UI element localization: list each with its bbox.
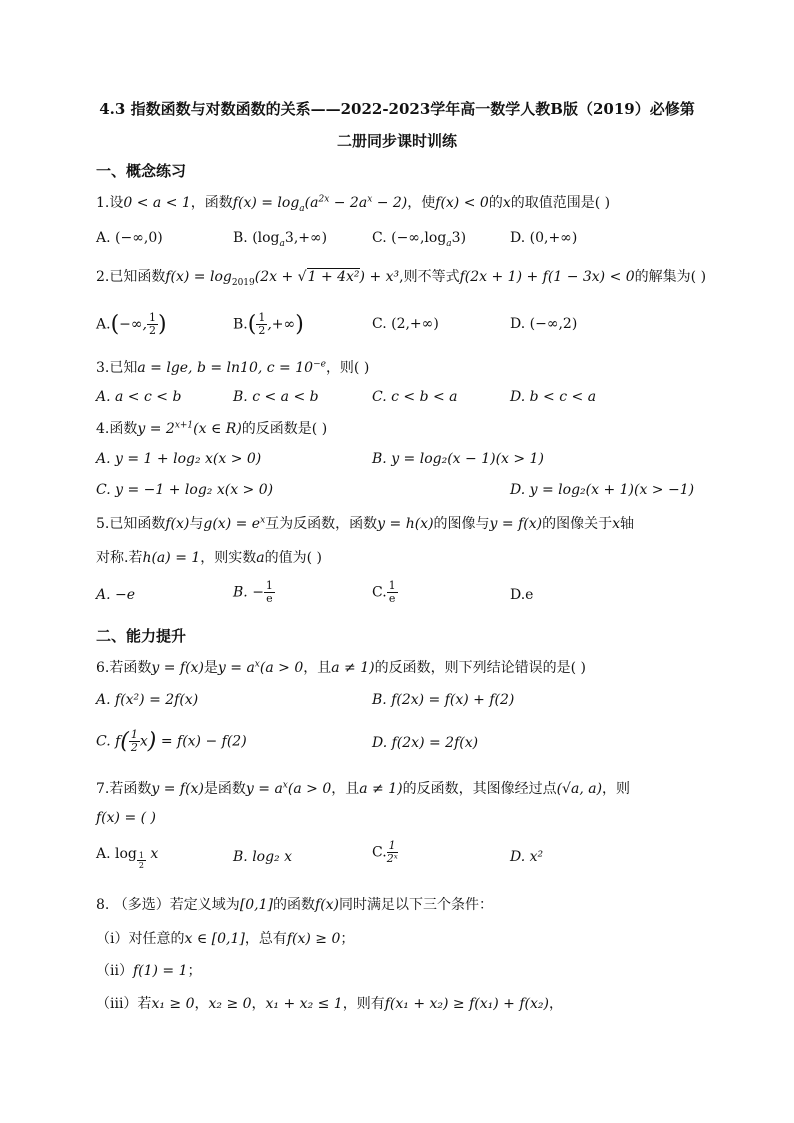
question-5-line-1 <box>96 513 634 533</box>
q8-text: ，则有 <box>342 996 385 1012</box>
q2-option-d: D. (−∞,2) <box>510 316 578 332</box>
q5-option-c-num: 1 <box>388 579 396 592</box>
q7-option-a-text: x <box>145 846 159 862</box>
q1-text: ，使 <box>407 195 436 211</box>
q3-option-c: C. c < b < a <box>372 389 458 405</box>
q7-option-d: D. x² <box>510 849 544 865</box>
q5-expression: y = h(x) <box>377 516 434 532</box>
q5-expression: f(x) <box>165 516 190 532</box>
q5-text: 互为反函数，函数 <box>265 516 378 532</box>
q8-text: ，总有 <box>244 931 287 947</box>
q3-exponent: −e <box>313 359 326 370</box>
q1-option-b-text: 3,+∞) <box>284 230 328 246</box>
q7-point: (√a, a) <box>556 781 603 797</box>
q6-option-a: A. f(x²) = 2f(x) <box>96 692 199 708</box>
q7-condition: a ≠ 1) <box>359 781 403 797</box>
q1-arg: (a <box>304 195 319 211</box>
q8-text: ， <box>251 996 266 1012</box>
q1-option-c <box>372 230 466 249</box>
q2-option-b-num: 1 <box>258 311 266 324</box>
q8-text: 8. （多选）若定义域为 <box>96 897 240 913</box>
q5-text: 5.已知函数 <box>96 516 166 532</box>
q6-option-c: C. f( $\frac{1}{2}$ x) = f(x) − f(2) <box>96 728 247 754</box>
question-6 <box>96 657 586 677</box>
page-title-line2: 二册同步课时训练 <box>336 132 457 150</box>
q5-text: 轴 <box>620 516 634 532</box>
q5-option-b-num: 1 <box>265 579 273 592</box>
q5-option-c <box>372 580 398 605</box>
q2-option-b-den: 2 <box>258 324 266 337</box>
q8-domain: [0,1] <box>239 897 274 913</box>
q2-arg: (2x + <box>254 269 298 285</box>
q5-expression: h(a) = 1 <box>142 550 201 566</box>
q6-option-d: D. f(2x) = 2f(x) <box>372 735 479 751</box>
question-2: 2.已知函数$f(x) = \log_{2019}(2x + √1 + 4x^2) + x^3$,则不等式f(2x + 1) + f(1 − 3x) < 0的解集为( ) <box>96 269 707 288</box>
q8-text: ； <box>187 963 202 979</box>
q7-text: ，则 <box>602 781 631 797</box>
q5-expression: g(x) = e <box>203 516 261 532</box>
q2-option-a: A.(−∞, $\frac{1}{2}$ ) <box>96 311 167 337</box>
q2-function: f(x) = log <box>165 269 232 285</box>
q1-function: f(x) = log <box>232 195 300 211</box>
q6-option-b: B. f(2x) = f(x) + f(2) <box>372 692 515 708</box>
question-1 <box>96 192 610 214</box>
q7-option-c <box>372 840 398 865</box>
q3-option-a: A. a < c < b <box>96 389 182 405</box>
question-8-line-1 <box>96 894 493 914</box>
q8-text: ， <box>194 996 209 1012</box>
q5-text: ，则实数 <box>200 550 257 566</box>
q7-expression: y = a <box>245 781 283 797</box>
section-heading-ability: 二、能力提升 <box>96 627 187 645</box>
q1-option-d: D. (0,+∞) <box>510 230 578 246</box>
q7-exponent: x <box>282 780 288 791</box>
q6-option-c-text: = f(x) − f(2) <box>156 733 247 750</box>
q4-text: 的反函数是( ) <box>241 421 328 437</box>
question-7-line-1 <box>96 778 630 798</box>
question-8-condition-1 <box>96 928 354 948</box>
q1-arg: − 2) <box>372 195 408 211</box>
q6-text: ，且 <box>303 660 332 676</box>
q5-variable: x <box>612 516 620 532</box>
question-4 <box>96 418 327 438</box>
q5-expression: y = f(x) <box>489 516 543 532</box>
q5-option-a: A. −e <box>96 587 136 603</box>
q6-option-c-num: 1 <box>130 728 138 741</box>
q5-option-c-label: C. <box>372 584 387 601</box>
q7-option-a-label: A. log <box>96 846 137 862</box>
q6-condition: (a > 0 <box>259 660 304 676</box>
q1-text: 1.设 <box>96 195 124 211</box>
q7-text: 7.若函数 <box>96 781 152 797</box>
q6-expression: y = a <box>217 660 255 676</box>
q7-option-a-den: 2 <box>138 861 144 870</box>
q6-expression: y = f(x) <box>151 660 204 676</box>
q5-option-b-den: e <box>266 592 273 605</box>
q4-exponent: x+1 <box>174 420 194 431</box>
q1-option-c-text: C. (−∞,log <box>372 230 447 246</box>
q1-arg: − 2a <box>329 195 368 211</box>
q8-expression: f(x) ≥ 0 <box>286 931 341 947</box>
q2-option-a-den: 2 <box>149 324 156 337</box>
q1-option-a: A. (−∞,0) <box>96 230 163 246</box>
q2-text: ,则不等式 <box>399 269 460 285</box>
q6-text: 是 <box>203 660 218 676</box>
q5-text: 的图像与 <box>433 516 490 532</box>
q6-condition: a ≠ 1) <box>331 660 375 676</box>
q6-option-c-den: 2 <box>130 741 138 754</box>
q8-expression: f(x₁ + x₂) ≥ f(x₁) + f(x₂) <box>384 996 549 1012</box>
q5-exponent: x <box>260 515 266 526</box>
q8-text: 同时满足以下三个条件： <box>339 897 494 913</box>
q5-text: 的图像关于 <box>542 516 613 532</box>
q5-option-b <box>233 580 275 605</box>
q1-option-b <box>233 230 327 249</box>
q4-domain: (x ∈ R) <box>193 421 242 437</box>
q2-option-b-label: B. <box>233 316 248 333</box>
q8-expression: x₂ ≥ 0 <box>208 996 252 1012</box>
q6-option-c-label: C. f <box>96 733 121 750</box>
q7-condition: (a > 0 <box>287 781 332 797</box>
question-7-line-2: f(x) = ( ) <box>96 810 157 826</box>
q7-option-c-den: 2ˣ <box>386 852 398 865</box>
q4-option-b: B. y = log₂(x − 1)(x > 1) <box>372 451 544 467</box>
q8-text: （ii） <box>96 963 133 979</box>
q4-text: 4.函数 <box>96 421 138 437</box>
q1-text: 的 <box>488 195 503 211</box>
q1-option-c-base: a <box>446 238 452 249</box>
question-5-line-2 <box>96 547 322 567</box>
q3-option-d: D. b < c < a <box>510 389 597 405</box>
q3-option-b: B. c < a < b <box>233 389 319 405</box>
q2-option-a-num: 1 <box>149 311 156 324</box>
q2-arg: ) + x³ <box>359 269 400 285</box>
q3-expression: a = lge, b = ln10, c = 10 <box>137 360 314 376</box>
q4-option-a: A. y = 1 + log₂ x(x > 0) <box>96 451 262 467</box>
q8-expression: f(x) <box>315 897 340 913</box>
q1-text: 的取值范围是( ) <box>510 195 611 211</box>
q7-option-c-label: C. <box>372 844 387 861</box>
q1-option-c-text: 3) <box>451 230 467 246</box>
q2-option-c: C. (2,+∞) <box>372 316 439 332</box>
q8-expression: x₁ ≥ 0 <box>151 996 195 1012</box>
q5-option-c-den: e <box>388 592 396 605</box>
q7-option-a-num: 1 <box>138 851 144 860</box>
q7-expression: y = f(x) <box>151 781 204 797</box>
q3-text: 3.已知 <box>96 360 138 376</box>
q1-inequality: f(x) < 0 <box>435 195 489 211</box>
q1-option-b-text: B. (log <box>233 230 280 246</box>
q2-inequality: f(2x + 1) + f(1 − 3x) < 0 <box>459 269 635 285</box>
q7-option-b: B. log₂ x <box>233 849 293 865</box>
q1-option-b-base: a <box>279 238 285 249</box>
q1-log-base: a <box>299 203 305 214</box>
q5-text: 的值为( ) <box>264 550 323 566</box>
q7-text: 是函数 <box>203 781 246 797</box>
q2-option-a-label: A. <box>96 316 111 333</box>
q8-text: （iii）若 <box>96 996 152 1012</box>
q4-option-d: D. y = log₂(x + 1)(x > −1) <box>510 482 695 498</box>
q8-text: ； <box>340 931 355 947</box>
q3-text: ，则( ) <box>325 360 370 376</box>
q2-text: 的解集为( ) <box>634 269 707 285</box>
q4-expression: y = 2 <box>137 421 175 437</box>
page-title-line1: 4.3 指数函数与对数函数的关系——2022-2023学年高一数学人教B版（2019）必修第 <box>99 100 695 118</box>
q8-expression: x₁ + x₂ ≤ 1 <box>265 996 343 1012</box>
q2-log-base: 2019 <box>231 277 255 288</box>
question-8-condition-3 <box>96 993 563 1013</box>
question-3 <box>96 357 369 377</box>
q7-text: 的反函数，其图像经过点 <box>402 781 557 797</box>
q1-condition: 0 < a < 1 <box>123 195 191 211</box>
q2-option-b: B.( $\frac{1}{2}$ ,+∞) <box>233 311 304 337</box>
q2-text: 2.已知函数 <box>96 269 166 285</box>
q6-text: 的反函数，则下列结论错误的是( ) <box>374 660 586 676</box>
q8-text: 的函数 <box>273 897 316 913</box>
q5-option-d: D.e <box>510 587 534 603</box>
q8-text: （i）对任意的 <box>96 931 185 947</box>
q6-text: 6.若函数 <box>96 660 152 676</box>
q1-variable: x <box>502 195 511 211</box>
section-heading-concept: 一、概念练习 <box>96 162 187 180</box>
q7-option-c-num: 1 <box>388 839 396 852</box>
q4-option-c: C. y = −1 + log₂ x(x > 0) <box>96 482 274 498</box>
q8-expression: f(1) = 1 <box>132 963 188 979</box>
q6-option-c-var: x <box>139 733 148 750</box>
q8-expression: x ∈ [0,1] <box>184 931 245 947</box>
q8-text: ， <box>548 996 563 1012</box>
q5-option-b-label: B. − <box>233 584 264 601</box>
q6-exponent: x <box>254 659 260 670</box>
q5-text: 与 <box>189 516 204 532</box>
q7-option-a <box>96 846 158 870</box>
q1-text: ，函数 <box>190 195 233 211</box>
q1-exponent: x <box>367 194 373 205</box>
q2-sqrt: 1 + 4x² <box>307 269 360 285</box>
q7-text: ，且 <box>331 781 360 797</box>
q5-text: 对称.若 <box>96 550 143 566</box>
question-8-condition-2 <box>96 960 202 980</box>
q5-variable: a <box>256 550 265 566</box>
q2-option-a-text: −∞, <box>119 316 147 333</box>
q1-exponent: 2x <box>318 194 330 205</box>
q2-option-b-text: ,+∞ <box>267 316 296 333</box>
